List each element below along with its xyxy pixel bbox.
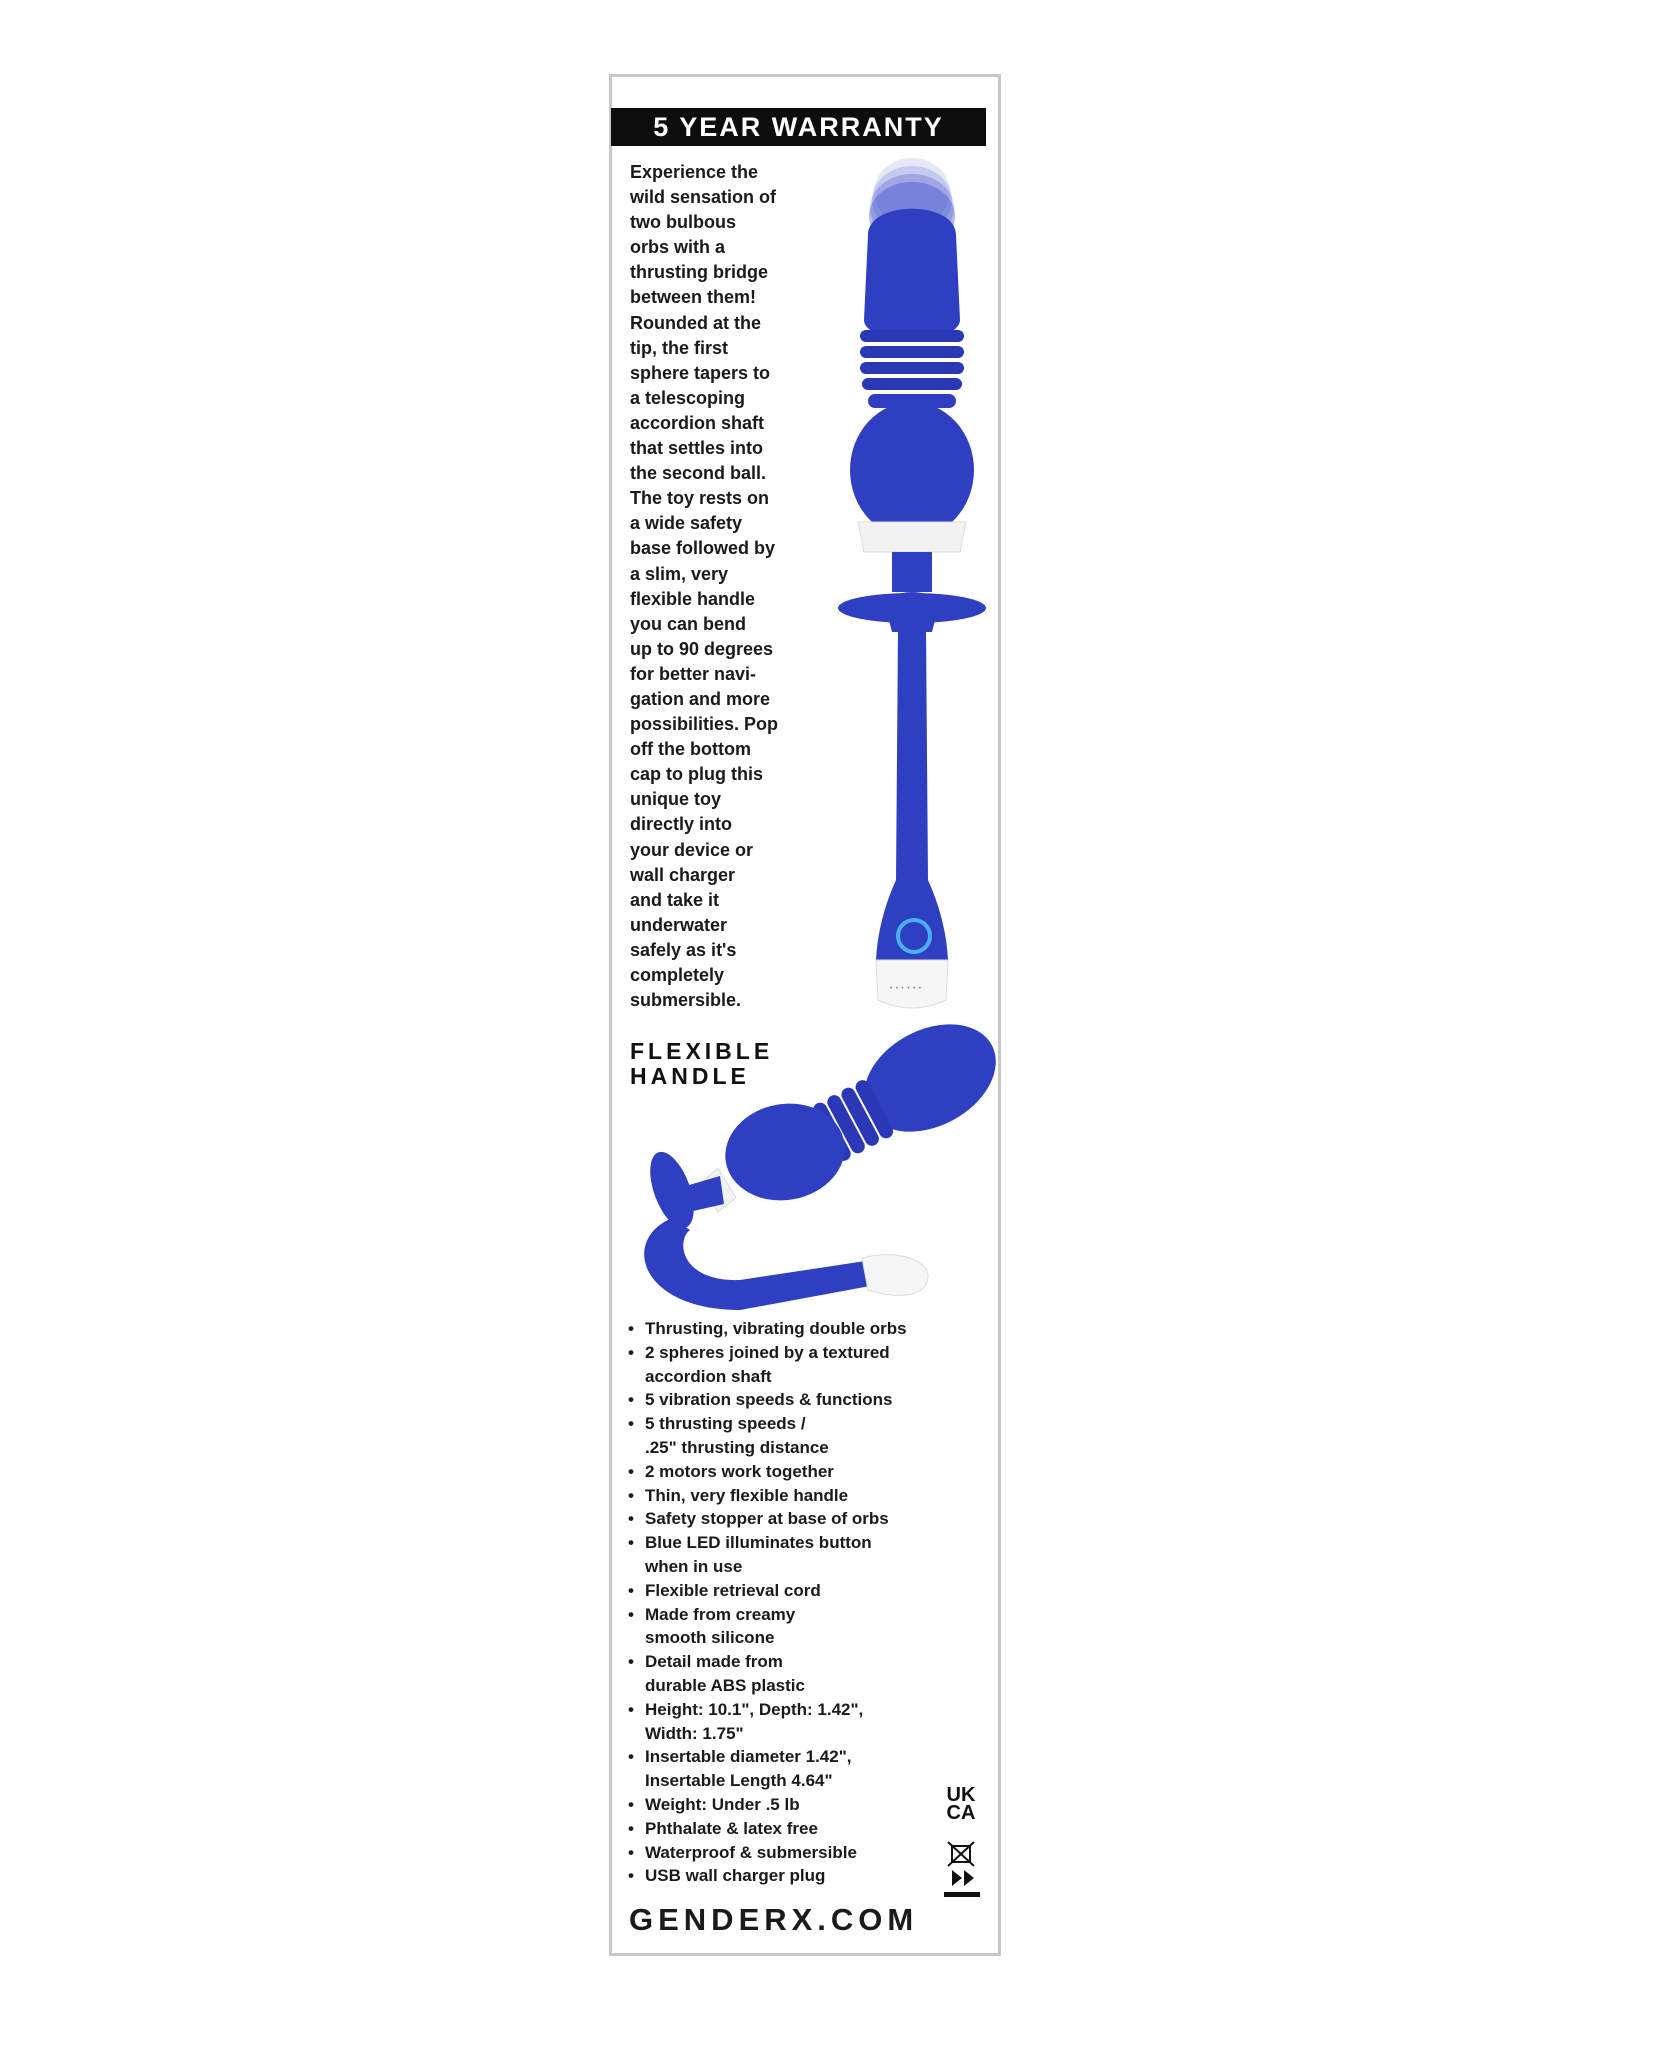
feature-text: Height: 10.1", Depth: 1.42", Width: 1.75": [645, 1699, 864, 1743]
feature-text: Blue LED illuminates button when in use: [645, 1533, 872, 1576]
feature-list: [628, 1317, 988, 1888]
feature-item: [628, 1507, 988, 1531]
description-line: tip, the first: [630, 337, 728, 358]
description-line: thrusting bridge: [630, 262, 768, 283]
description-line: underwater: [630, 914, 728, 935]
description-line: between them!: [630, 287, 757, 308]
upright-toy: [838, 209, 986, 1008]
feature-item: [628, 1698, 988, 1746]
description-line: orbs with a: [630, 237, 726, 258]
feature-item: [628, 1603, 988, 1651]
bullet-icon: •: [628, 1580, 634, 1600]
website-url: GENDERX.COM: [629, 1902, 919, 1937]
description-line: directly into: [630, 814, 733, 835]
description-line: wild sensation of: [630, 187, 777, 208]
description-line: a slim, very: [630, 563, 729, 584]
feature-text: Thrusting, vibrating double orbs: [645, 1319, 907, 1338]
feature-item: [628, 1745, 988, 1793]
feature-item: [628, 1579, 988, 1603]
description-line: Experience the: [630, 162, 759, 182]
bullet-icon: •: [628, 1414, 634, 1434]
description-line: The toy rests on: [630, 488, 770, 509]
feature-item: [628, 1817, 988, 1841]
description-line: for better navi-: [630, 663, 757, 684]
description-line: two bulbous: [630, 212, 736, 233]
description-line: safely as it's: [630, 939, 737, 960]
feature-text: Weight: Under .5 lb: [645, 1794, 800, 1814]
description-line: the second ball.: [630, 463, 767, 484]
feature-item: [628, 1460, 988, 1484]
ukca-mark: [936, 1786, 986, 1822]
description-line: that settles into: [630, 438, 764, 459]
feature-text: Phthalate & latex free: [645, 1818, 818, 1838]
feature-text: 5 thrusting speeds / .25" thrusting distance: [645, 1414, 829, 1457]
feature-item: [628, 1317, 988, 1341]
description-line: completely: [630, 965, 725, 985]
feature-text: Detail made from durable ABS plastic: [645, 1652, 805, 1695]
bullet-icon: •: [628, 1818, 634, 1838]
feature-item: [628, 1841, 988, 1865]
description-line: up to 90 degrees: [630, 638, 774, 659]
feature-item: [628, 1484, 988, 1508]
feature-text: Flexible retrieval cord: [645, 1580, 821, 1600]
warranty-banner: 5 YEAR WARRANTY: [611, 108, 986, 146]
feature-text: 2 spheres joined by a textured accordion shaft: [645, 1342, 890, 1386]
feature-item: [628, 1531, 988, 1579]
bullet-icon: •: [628, 1866, 634, 1886]
feature-text: Waterproof & submersible: [645, 1842, 857, 1862]
feature-item: [628, 1412, 988, 1460]
feature-text: Thin, very flexible handle: [645, 1485, 849, 1505]
feature-item: [628, 1793, 988, 1817]
description-line: a wide safety: [630, 513, 743, 534]
description-line: sphere tapers to: [630, 362, 771, 383]
feature-item: [628, 1650, 988, 1698]
feature-text: Made from creamy smooth silicone: [645, 1604, 796, 1648]
feature-item: [628, 1864, 988, 1888]
bullet-icon: •: [628, 1485, 634, 1505]
description-line: accordion shaft: [630, 412, 765, 433]
bullet-icon: •: [628, 1652, 634, 1672]
description-line: unique toy: [630, 789, 721, 810]
description-line: flexible handle: [630, 588, 756, 609]
feature-text: Safety stopper at base of orbs: [645, 1509, 889, 1529]
bullet-icon: •: [628, 1794, 634, 1814]
feature-item: [628, 1388, 988, 1412]
description-line: submersible.: [630, 990, 742, 1011]
bullet-icon: •: [628, 1604, 634, 1624]
feature-item: [628, 1341, 988, 1389]
heading-line: HANDLE: [630, 1063, 750, 1089]
description-line: off the bottom: [630, 739, 751, 760]
bullet-icon: •: [628, 1699, 634, 1719]
feature-text: 2 motors work together: [645, 1461, 834, 1481]
description-line: wall charger: [630, 864, 736, 885]
description-line: your device or: [630, 839, 754, 860]
feature-text: 5 vibration speeds & functions: [645, 1390, 893, 1410]
ukca-line: CA: [946, 1802, 976, 1824]
bullet-icon: •: [628, 1509, 634, 1529]
description-line: cap to plug this: [630, 764, 763, 785]
flexible-handle-heading: [630, 1039, 773, 1089]
description-line: you can bend: [630, 613, 747, 634]
feature-text: Insertable diameter 1.42", Insertable Length 4.64": [645, 1747, 852, 1791]
bullet-icon: •: [628, 1747, 634, 1767]
bullet-icon: •: [628, 1842, 634, 1862]
ukca-line: UK: [946, 1784, 976, 1806]
svg-text:• • • • • •: • • • • • •: [890, 986, 922, 992]
description-line: a telescoping: [630, 387, 746, 408]
bullet-icon: •: [628, 1342, 634, 1362]
bullet-icon: •: [628, 1533, 634, 1553]
bullet-icon: •: [628, 1390, 634, 1410]
bullet-icon: •: [628, 1319, 634, 1338]
description-line: gation and more: [630, 688, 771, 709]
description-line: Rounded at the: [630, 312, 761, 333]
description-line: base followed by: [630, 538, 776, 559]
heading-line: FLEXIBLE: [630, 1038, 774, 1064]
feature-text: USB wall charger plug: [645, 1866, 826, 1886]
bullet-icon: •: [628, 1461, 634, 1481]
description-line: and take it: [630, 889, 720, 910]
description-line: possibilities. Pop: [630, 714, 779, 735]
